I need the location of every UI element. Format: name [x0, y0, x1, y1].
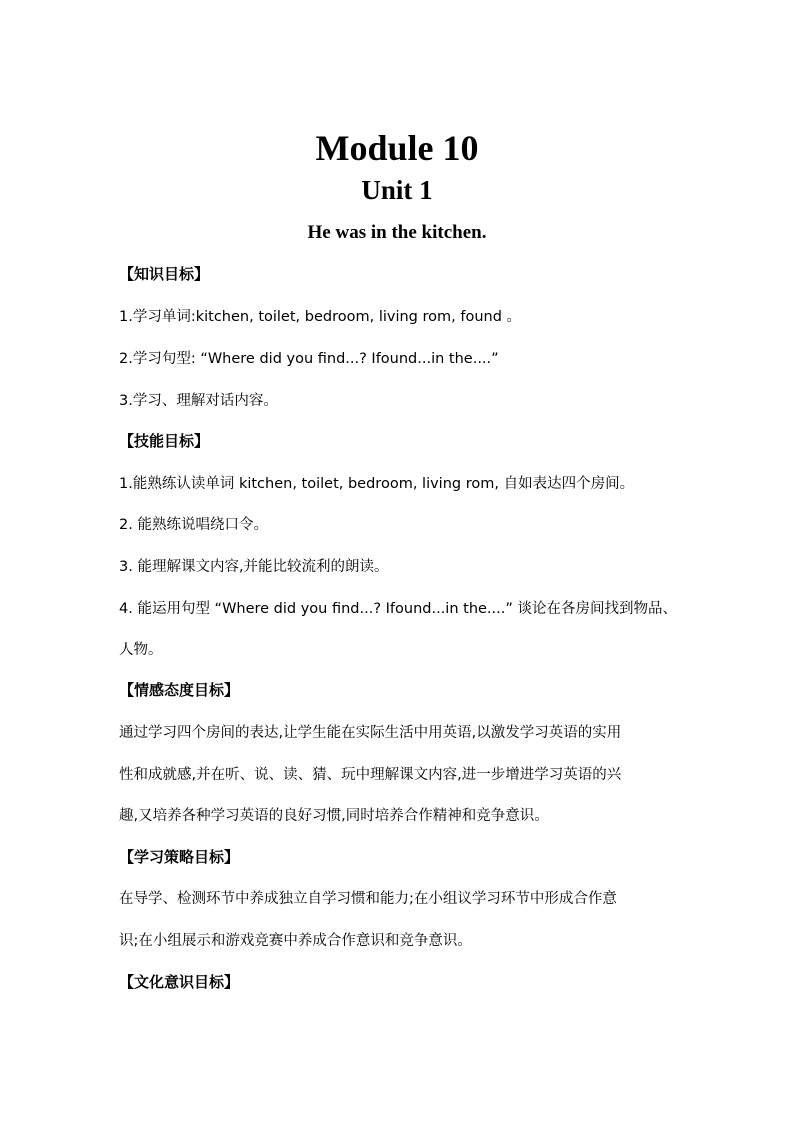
- skills-item-4-continued: 人物。: [119, 642, 163, 658]
- strategy-heading: 【学习策略目标】: [119, 848, 240, 866]
- emotion-line-3: 趣,又培养各种学习英语的良好习惯,同时培养合作精神和竞争意识。: [119, 808, 549, 824]
- skills-item-2: 2. 能熟练说唱绕口令。: [119, 517, 268, 533]
- unit-title: Unit 1: [361, 175, 433, 205]
- knowledge-item-2: 2.学习句型: “Where did you find...? Ifound...in the....”: [119, 351, 499, 367]
- culture-heading: 【文化意识目标】: [119, 973, 240, 991]
- knowledge-heading: 【知识目标】: [119, 265, 210, 283]
- skills-item-4: 4. 能运用句型 “Where did you find...? Ifound...in the....” 谈论在各房间找到物品、: [119, 601, 677, 617]
- skills-heading: 【技能目标】: [119, 432, 210, 450]
- skills-item-3: 3. 能理解课文内容,并能比较流利的朗读。: [119, 559, 389, 575]
- lesson-title: He was in the kitchen.: [307, 222, 487, 243]
- strategy-line-1: 在导学、检测环节中养成独立自学习惯和能力;在小组议学习环节中形成合作意: [119, 891, 617, 907]
- emotion-line-2: 性和成就感,并在听、说、读、猜、玩中理解课文内容,进一步增进学习英语的兴: [119, 767, 622, 783]
- module-title: Module 10: [315, 128, 479, 168]
- skills-item-1: 1.能熟练认读单词 kitchen, toilet, bedroom, living rom, 自如表达四个房间。: [119, 476, 635, 492]
- knowledge-item-1: 1.学习单词:kitchen, toilet, bedroom, living rom, found 。: [119, 309, 522, 325]
- emotion-line-1: 通过学习四个房间的表达,让学生能在实际生活中用英语,以激发学习英语的实用: [119, 725, 622, 741]
- emotion-heading: 【情感态度目标】: [119, 681, 240, 699]
- strategy-line-2: 识;在小组展示和游戏竞赛中养成合作意识和竞争意识。: [119, 933, 472, 949]
- knowledge-item-3: 3.学习、理解对话内容。: [119, 393, 278, 409]
